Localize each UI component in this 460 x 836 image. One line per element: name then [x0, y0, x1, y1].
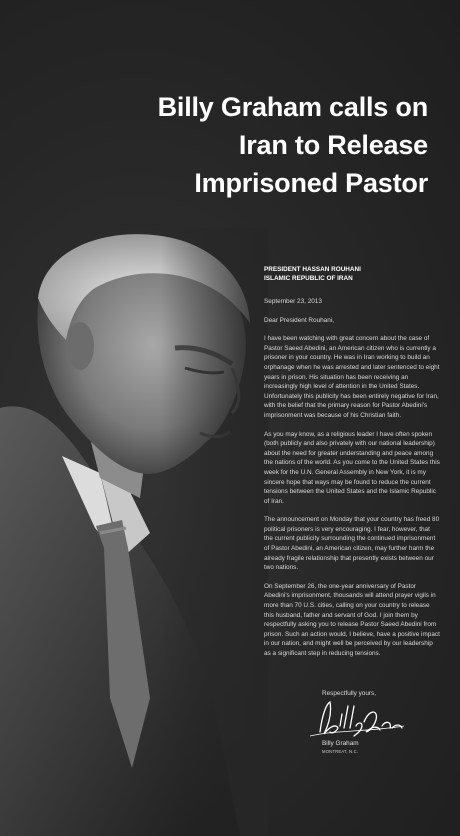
headline-line-3: Imprisoned Pastor: [194, 168, 428, 198]
letter-closing: Respectfully yours,: [322, 690, 376, 697]
open-letter: [264, 265, 440, 668]
headline-line-2: Iran to Release: [238, 130, 428, 160]
signature-name: Billy Graham: [322, 740, 359, 747]
headline-line-1: Billy Graham calls on: [157, 92, 428, 122]
portrait-photo: [0, 228, 268, 836]
signature-place: MONTREAT, N.C.: [322, 749, 359, 754]
letter-paragraph-4: On September 26, the one-year anniversary of Pastor Abedini's imprisonment, thousands will attend prayer vigils in more than 70 U.S. cities, calling on your country to release this husband, father and servant of God. I join them by respectfully asking you to release Pastor Saeed Abedini from prison. Such an action would, I believe, have a positive impact in our nation, and might well be perceived by our leadership as a significant step in reducing tensions.: [264, 582, 440, 657]
letter-salutation: Dear President Rouhani,: [264, 316, 334, 324]
letter-paragraph-3: The announcement on Monday that your country has freed 80 political prisoners is very encouraging. I fear, however, that the current publicity surrounding the continued imprisonment of Pastor Abedini, an American citizen, may further harm the already fragile relationship that presently exists between our two nations.: [264, 516, 440, 572]
headline: [68, 88, 428, 202]
letter-paragraph-2: As you may know, as a religious leader I have often spoken (both publicly and also privately with our national leadership) about the need for greater understanding and peace among the nations of the world. As you come to the United States this week for the U.N. General Assembly in New York, it is my sincere hope that ways may be found to reduce the current tensions between the United States and the Islamic Republic of Iran.: [264, 430, 440, 505]
recipient-country: ISLAMIC REPUBLIC OF IRAN: [264, 275, 353, 282]
recipient-name: PRESIDENT HASSAN ROUHANI: [264, 266, 361, 273]
letter-paragraph-1: I have been watching with great concern about the case of Pastor Saeed Abedini, an American citizen who is currently a prisoner in your country. He was in Iran working to build an orphanage when he was arrested and later sentenced to eight years in prison. His situation has been receiving an increasingly high level of attention in the United States. Unfortunately this publicity has been entirely negative for Iran, with the belief that the primary reason for Pastor Abedini's imprisonment was because of his Christian faith.: [264, 335, 440, 419]
handwritten-signature: [306, 696, 406, 742]
letter-date: September 23, 2013: [264, 298, 322, 305]
